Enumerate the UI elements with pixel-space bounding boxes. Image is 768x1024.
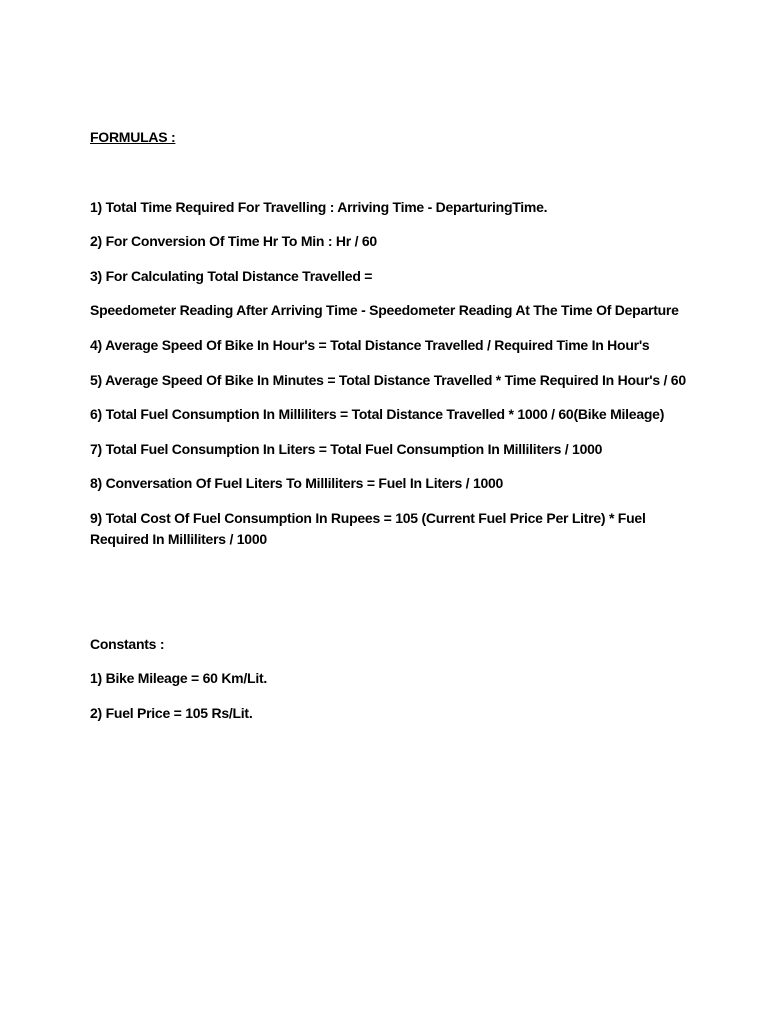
formula-item-3-continuation: Speedometer Reading After Arriving Time - Speedometer Reading At The Time Of Departure: [90, 302, 679, 318]
constant-item-1: 1) Bike Mileage = 60 Km/Lit.: [90, 670, 268, 686]
constant-item-2: 2) Fuel Price = 105 Rs/Lit.: [90, 705, 253, 721]
formula-item-8: 8) Conversation Of Fuel Liters To Milliliters = Fuel In Liters / 1000: [90, 475, 504, 491]
formula-item-5: 5) Average Speed Of Bike In Minutes = Total Distance Travelled * Time Required In Hour's / 60: [90, 372, 686, 388]
formula-item-4: 4) Average Speed Of Bike In Hour's = Total Distance Travelled / Required Time In Hour's: [90, 337, 650, 353]
constants-heading: Constants :: [90, 636, 165, 652]
formula-item-7: 7) Total Fuel Consumption In Liters = Total Fuel Consumption In Milliliters / 1000: [90, 441, 603, 457]
formula-item-6: 6) Total Fuel Consumption In Milliliters = Total Distance Travelled * 1000 / 60(Bike Mileage): [90, 406, 665, 422]
formula-item-1: 1) Total Time Required For Travelling : Arriving Time - DeparturingTime.: [90, 199, 548, 215]
formula-item-2: 2) For Conversion Of Time Hr To Min : Hr / 60: [90, 233, 377, 249]
formula-item-3: 3) For Calculating Total Distance Travelled =: [90, 268, 373, 284]
formula-item-9: 9) Total Cost Of Fuel Consumption In Rupees = 105 (Current Fuel Price Per Litre) * Fuel Required In Milliliters / 1000: [90, 510, 646, 547]
formulas-heading: FORMULAS :: [90, 129, 176, 145]
